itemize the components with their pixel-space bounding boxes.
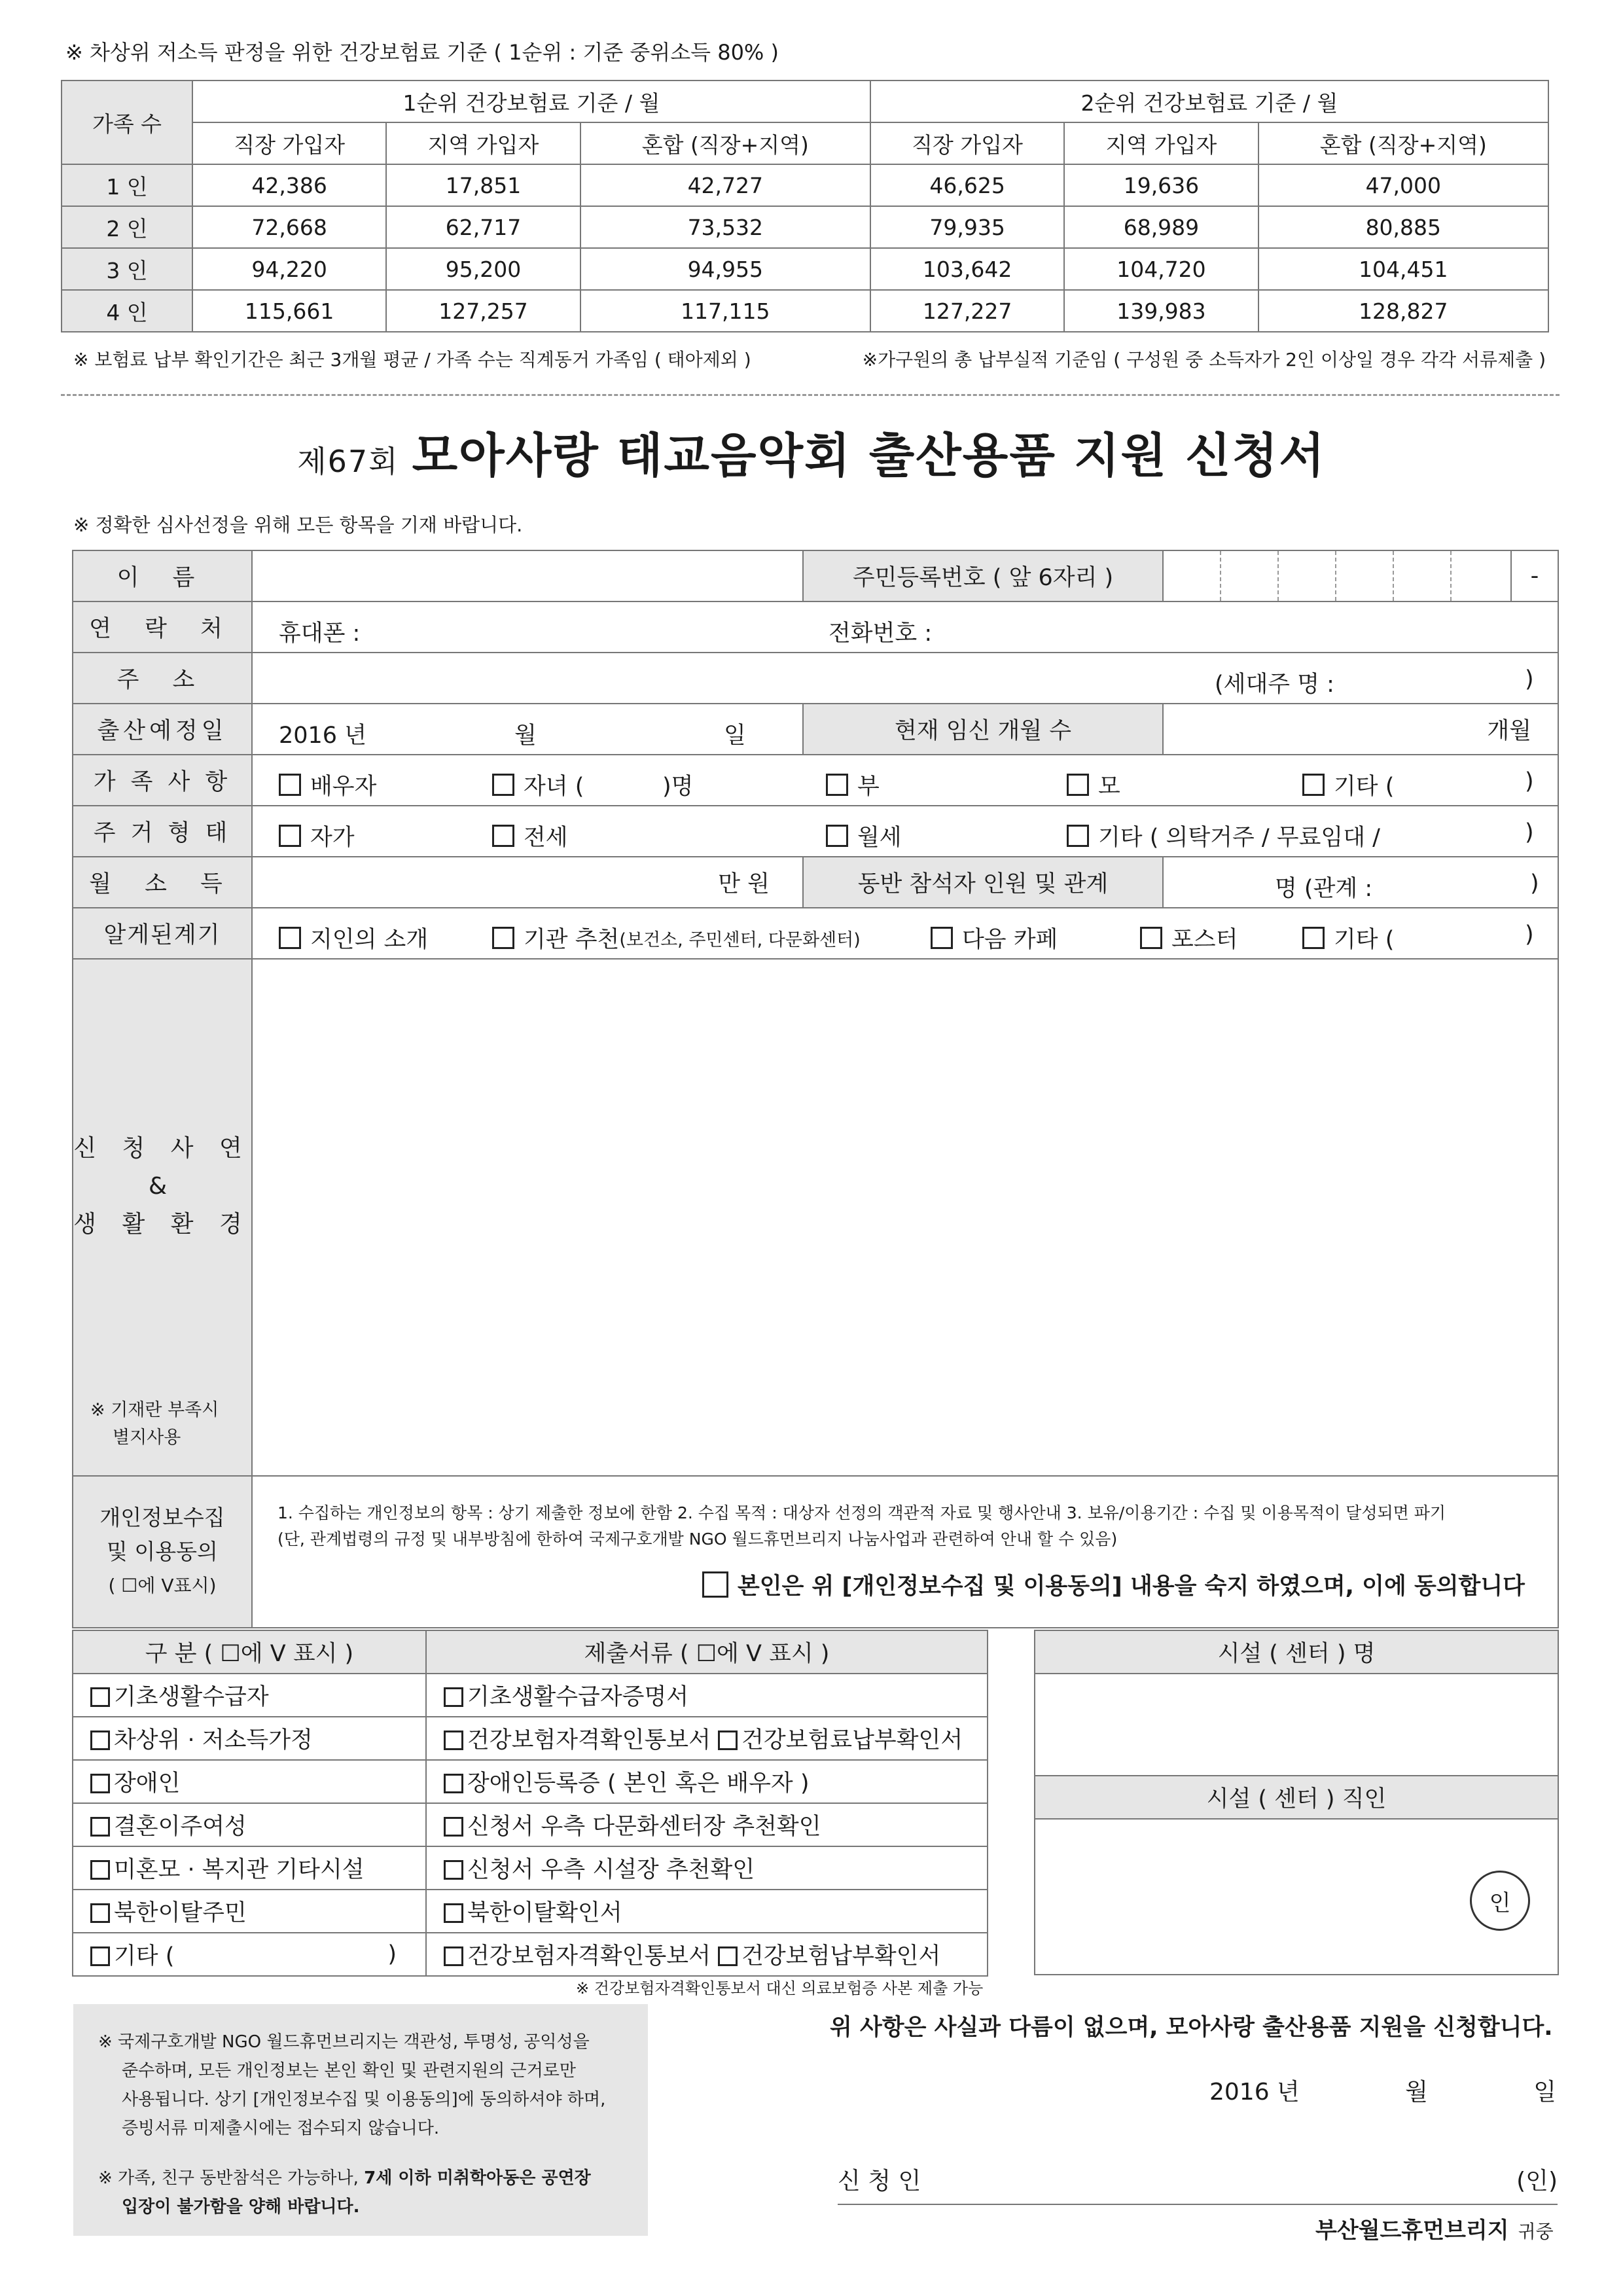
checkbox[interactable] [826,774,848,796]
option-label: 모 [1098,774,1120,800]
checkbox[interactable] [90,1903,110,1923]
category-option[interactable] [73,1674,426,1717]
form-instruction: ※ 정확한 심사선정을 위해 모든 항목을 기재 바랍니다. [73,514,523,536]
table-cell: 94,955 [580,248,870,290]
notice-line [98,2164,635,2193]
document-option[interactable] [426,1803,988,1846]
table-cell: 73,532 [580,206,870,248]
close-paren: ) [387,1941,397,1967]
document-label: 기초생활수급자증명서 [467,1684,689,1710]
due-month: 월 [514,723,537,749]
housing-jeonse-option[interactable] [492,819,568,852]
table-cell: 68,989 [1064,206,1258,248]
agency-detail: (보건소, 주민센터, 다문화센터) [619,929,861,950]
category-label: 북한이탈주민 [114,1900,247,1926]
pregnancy-months-label: 현재 임신 개월 수 [803,704,1163,755]
title-prefix: 제67회 [297,444,399,479]
rrn-label: 주민등록번호 ( 앞 6자리 ) [803,550,1163,601]
document-option[interactable] [426,1933,988,1976]
table-cell: 104,451 [1258,248,1548,290]
center-seal-field[interactable] [1035,1819,1558,1975]
checkbox[interactable] [1067,825,1089,847]
checkbox[interactable] [444,1774,463,1793]
children-count-unit: )명 [662,774,694,800]
income-table-notes [73,346,1546,372]
checkbox[interactable] [444,1731,463,1750]
center-confirmation-table [1034,1630,1559,1975]
center-seal-label: 시설 ( 센터 ) 직인 [1035,1776,1558,1819]
housing-other-option[interactable] [1067,819,1380,852]
checkbox[interactable] [90,1817,110,1837]
table-cell: 46,625 [870,164,1064,206]
referral-source-options [252,908,1558,959]
checkbox[interactable] [444,1903,463,1923]
table-cell: 139,983 [1064,290,1258,332]
table-cell: 42,386 [192,164,386,206]
category-label: 미혼모 · 복지관 기타시설 [114,1857,365,1883]
checkbox[interactable] [718,1946,738,1966]
family-mother-option[interactable] [1067,768,1120,801]
family-options [252,755,1558,806]
option-label: 기타 ( 의탁거주 / 무료임대 / [1098,825,1380,851]
table-cell: 17,851 [386,164,580,206]
center-name-label: 시설 ( 센터 ) 명 [1035,1630,1558,1674]
family-count-header: 가족 수 [62,81,192,164]
privacy-consent-text: 본인은 위 [개인정보수집 및 이용동의] 내용을 숙지 하였으며, 이에 동의합니다 [737,1573,1525,1600]
option-label: 포스터 [1171,927,1238,953]
sub-header: 지역 가입자 [1064,122,1258,164]
option-label: 기관 추천 [524,927,620,953]
family-children-option[interactable] [492,768,584,801]
source-cafe-option[interactable] [931,922,1058,954]
table-row [73,1674,988,1717]
checkbox[interactable] [931,927,953,949]
close-paren: ) [1530,870,1539,897]
companion-value: 명 (관계 : [1275,876,1373,902]
companion-field[interactable] [1163,857,1558,908]
address-label: 주 소 [73,653,252,704]
checkbox[interactable] [492,774,514,796]
date-year: 2016 년 [1209,2079,1300,2106]
option-label: 전세 [524,825,568,851]
table-cell: 62,717 [386,206,580,248]
phone-label: 전화번호 : [829,620,933,647]
notice-emphasis: 7세 이하 미취학아동은 공연장 [364,2168,591,2188]
income-criteria-note: ※ 차상위 저소득 판정을 위한 건강보험료 기준 ( 1순위 : 기준 중위소득 80% ) [65,40,779,65]
reason-label-cell [73,959,252,1476]
document-label: 건강보험납부확인서 [741,1943,941,1969]
document-label: 신청서 우측 다문화센터장 추천확인 [467,1814,821,1840]
checkbox[interactable] [279,927,301,949]
table-row [62,248,1548,290]
table-row [73,1717,988,1760]
row-label: 2 인 [62,206,192,248]
document-label: 북한이탈확인서 [467,1900,622,1926]
checkbox[interactable] [90,1731,110,1750]
notice-line: 준수하며, 모든 개인정보는 본인 확인 및 관련지원의 근거로만 [122,2061,577,2081]
seal-circle: 인 [1470,1871,1530,1931]
table-cell: 127,227 [870,290,1064,332]
row-label: 4 인 [62,290,192,332]
document-option[interactable] [426,1717,988,1760]
checkbox[interactable] [444,1946,463,1966]
checkbox[interactable] [279,774,301,796]
category-option[interactable] [73,1717,426,1760]
application-date [1209,2073,1556,2107]
document-option[interactable] [426,1846,988,1890]
pregnancy-months-unit: 개월 [1487,718,1531,744]
family-father-option[interactable] [826,768,880,801]
table-cell: 79,935 [870,206,1064,248]
category-label: 기초생활수급자 [114,1684,269,1710]
option-label: 월세 [857,825,902,851]
table-row [73,1933,988,1976]
checkbox[interactable] [1140,927,1162,949]
checkbox[interactable] [492,927,514,949]
housing-owned-option[interactable] [279,819,355,852]
companion-label: 동반 참석자 인원 및 관계 [803,857,1163,908]
checkbox[interactable] [1302,927,1325,949]
document-option[interactable] [426,1890,988,1933]
checkbox[interactable] [90,1687,110,1707]
checkbox[interactable] [90,1860,110,1880]
option-label: 부 [857,774,880,800]
householder-label: (세대주 명 : [1215,672,1334,698]
category-option[interactable] [73,1890,426,1933]
name-field[interactable] [252,550,803,601]
income-unit: 만 원 [718,871,770,897]
category-option[interactable] [73,1933,426,1976]
privacy-label: 개인정보수집 [99,1505,225,1530]
notice-text: ※ 가족, 친구 동반참석은 가능하나, [98,2168,365,2188]
privacy-terms-line: 1. 수집하는 개인정보의 항목 : 상기 제출한 정보에 한함 2. 수집 목적 : 대상자 선정의 객관적 자료 및 행사안내 3. 보유/이용기간 : 수집 및 이용목적이 달성되면 파기 [277,1503,1446,1522]
table-cell: 47,000 [1258,164,1548,206]
privacy-label-3: ( ☐에 V표시) [108,1575,217,1596]
sub-header: 지역 가입자 [386,122,580,164]
housing-options [252,806,1558,857]
declaration-text: 위 사항은 사실과 다름이 없으며, 모아사랑 출산용품 지원을 신청합니다. [830,2015,1553,2041]
source-agency-option[interactable] [492,922,861,954]
documents-header: 제출서류 ( ☐에 V 표시 ) [426,1630,988,1674]
date-month: 월 [1405,2079,1428,2106]
reason-textarea[interactable] [252,959,1558,1476]
privacy-label-2: 및 이용동의 [107,1539,218,1564]
reason-note: ※ 기재란 부족시 [90,1400,219,1420]
notice-line: 사용됩니다. 상기 [개인정보수집 및 이용동의]에 동의하셔야 하며, [122,2090,606,2109]
center-name-field[interactable] [1035,1674,1558,1776]
category-label: 결혼이주여성 [114,1814,247,1840]
referral-source-label: 알게된계기 [73,908,252,959]
rrn-field[interactable] [1163,550,1558,601]
table-cell: 104,720 [1064,248,1258,290]
environment-label: 생 활 환 경 [73,1211,251,1238]
document-label: 건강보험자격확인통보서 [467,1727,711,1753]
document-label: 신청서 우측 시설장 추천확인 [467,1857,755,1883]
document-label: 장애인등록증 ( 본인 혹은 배우자 ) [467,1770,810,1797]
application-form [72,550,1559,1628]
reason-ampersand: & [148,1173,177,1200]
householder-close: ) [1525,666,1534,692]
document-label: 건강보험자격확인통보서 [467,1943,711,1969]
due-date-field[interactable] [252,704,803,755]
category-label: 차상위 · 저소득가정 [114,1727,313,1753]
table-row [62,206,1548,248]
recipient-suffix: 귀중 [1518,2221,1554,2242]
checkbox[interactable] [444,1817,463,1837]
family-spouse-option[interactable] [279,768,376,801]
table-cell: 19,636 [1064,164,1258,206]
source-poster-option[interactable] [1140,922,1238,954]
contact-label: 연 락 처 [73,601,252,653]
notice-line: 증빙서류 미제출시에는 접수되지 않습니다. [122,2119,440,2138]
option-label: 배우자 [310,774,377,800]
category-option[interactable] [73,1760,426,1803]
contact-field[interactable] [252,601,1558,653]
table-row [62,164,1548,206]
reason-note-2: 별지사용 [113,1427,181,1448]
sub-header: 혼합 (직장+지역) [580,122,870,164]
sub-header: 직장 가입자 [192,122,386,164]
document-option[interactable] [426,1674,988,1717]
sub-header: 직장 가입자 [870,122,1064,164]
checkbox[interactable] [90,1946,110,1966]
pregnancy-months-field[interactable] [1163,704,1558,755]
row-label: 1 인 [62,164,192,206]
housing-monthly-option[interactable] [826,819,902,852]
privacy-terms-line-2: (단, 관계법령의 규정 및 내부방침에 한하여 국제구호개발 NGO 월드휴먼브리지 나눔사업과 관련하여 안내 할 수 있음) [277,1530,1118,1549]
close-paren: ) [1525,819,1534,846]
table-cell: 95,200 [386,248,580,290]
mobile-label: 휴대폰 : [279,620,361,647]
notice-line: 입장이 불가함을 양해 바랍니다. [122,2197,360,2217]
due-year: 2016 년 [279,723,367,749]
table-row [73,1890,988,1933]
family-other-option[interactable] [1302,768,1394,801]
title-main: 모아사랑 태교음악회 출산용품 지원 신청서 [412,428,1326,483]
table-cell: 103,642 [870,248,1064,290]
close-paren: ) [1525,922,1534,948]
checkbox[interactable] [444,1687,463,1707]
table-cell: 115,661 [192,290,386,332]
privacy-label-cell [73,1476,252,1628]
privacy-consent-option[interactable] [702,1568,1525,1601]
applicant-signature-line[interactable] [838,2162,1558,2205]
option-label: 지인의 소개 [310,927,429,953]
due-day: 일 [724,723,746,749]
table-cell: 42,727 [580,164,870,206]
monthly-income-label: 월 소 득 [73,857,252,908]
housing-label: 주 거 형 태 [73,806,252,857]
table-cell: 128,827 [1258,290,1548,332]
recipient-name: 부산월드휴먼브리지 [1315,2217,1509,2244]
date-day: 일 [1533,2079,1556,2106]
checkbox[interactable] [444,1860,463,1880]
checkbox[interactable] [826,825,848,847]
row-label: 3 인 [62,248,192,290]
table-cell: 80,885 [1258,206,1548,248]
option-label: 다음 카페 [962,927,1058,953]
table-cell: 117,115 [580,290,870,332]
source-other-option[interactable] [1302,922,1394,954]
option-label: 자녀 ( [524,774,584,800]
group2-header: 2순위 건강보험료 기준 / 월 [870,81,1548,122]
source-acquaintance-option[interactable] [279,922,428,954]
checkbox[interactable] [90,1774,110,1793]
note-right: ※가구원의 총 납부실적 기준임 ( 구성원 중 소득자가 2인 이상일 경우 각각 서류제출 ) [862,349,1546,370]
category-label: 기타 ( [114,1943,175,1969]
checkbox[interactable] [718,1731,738,1750]
document-option[interactable] [426,1760,988,1803]
reason-label: 신 청 사 연 [73,1135,251,1162]
option-label: 기타 ( [1334,927,1395,953]
document-label: 건강보험료납부확인서 [741,1727,963,1753]
privacy-consent-checkbox[interactable] [702,1571,728,1598]
table-row [73,1760,988,1803]
recipient [1315,2212,1554,2244]
name-label: 이 름 [73,550,252,601]
privacy-consent-cell [252,1476,1558,1628]
applicant-seal: (인) [1516,2168,1558,2195]
option-label: 기타 ( [1334,774,1395,800]
table-row [73,1803,988,1846]
table-cell: 127,257 [386,290,580,332]
sub-header: 혼합 (직장+지역) [1258,122,1548,164]
checkbox[interactable] [492,825,514,847]
category-option[interactable] [73,1846,426,1890]
checkbox[interactable] [1067,774,1089,796]
category-label: 장애인 [114,1770,181,1797]
page-title [0,418,1623,486]
family-label: 가 족 사 항 [73,755,252,806]
table-row [62,290,1548,332]
note-left: ※ 보험료 납부 확인기간은 최근 3개월 평균 / 가족 수는 직계동거 가족임 ( 태아제외 ) [73,349,751,370]
notice-box [73,2004,648,2236]
close-paren: ) [1525,768,1534,795]
table-row [73,1846,988,1890]
category-header: 구 분 ( ☐에 V 표시 ) [73,1630,426,1674]
income-criteria-table [61,80,1549,332]
address-field[interactable] [252,653,1558,704]
rrn-dash: - [1530,563,1539,589]
option-label: 자가 [310,825,355,851]
due-date-label: 출산예정일 [73,704,252,755]
checkbox[interactable] [279,825,301,847]
table-cell: 94,220 [192,248,386,290]
table-cell: 72,668 [192,206,386,248]
notice-line: ※ 국제구호개발 NGO 월드휴먼브리지는 객관성, 투명성, 공익성을 [98,2032,590,2052]
monthly-income-field[interactable] [252,857,803,908]
checkbox[interactable] [1302,774,1325,796]
category-option[interactable] [73,1803,426,1846]
applicant-label: 신 청 인 [838,2168,921,2195]
dashed-divider [61,394,1560,396]
group1-header: 1순위 건강보험료 기준 / 월 [192,81,870,122]
eligibility-table [72,1630,988,1977]
document-note: ※ 건강보험자격확인통보서 대신 의료보험증 사본 제출 가능 [576,1979,984,1998]
